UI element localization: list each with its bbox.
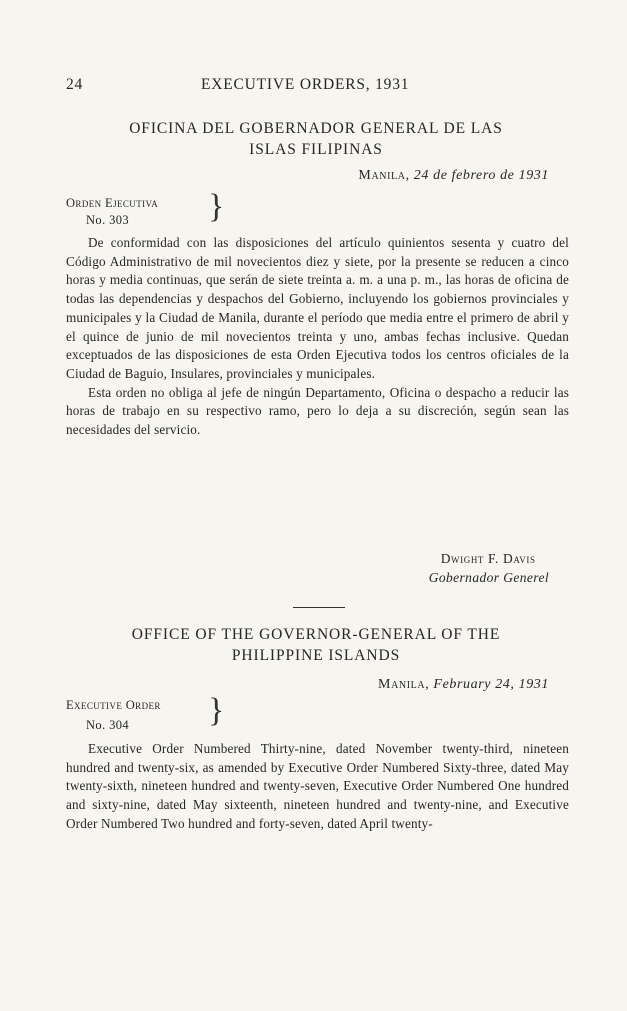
english-order-number: No. 304 — [86, 718, 130, 732]
english-office-line-2: PHILIPPINE ISLANDS — [231, 647, 401, 664]
english-order-label — [66, 697, 161, 734]
spanish-body — [66, 234, 569, 440]
english-office-heading — [66, 624, 566, 666]
english-body — [66, 740, 569, 834]
page-number: 24 — [66, 76, 84, 93]
spanish-order-title: Orden Ejecutiva — [66, 196, 159, 210]
english-place-date — [378, 677, 549, 693]
spanish-office-line-2: ISLAS FILIPINAS — [249, 141, 383, 158]
spanish-signature — [429, 549, 549, 587]
spanish-office-line-1: OFICINA DEL GOBERNADOR GENERAL DE LAS — [129, 120, 503, 137]
english-place: Manila, — [378, 677, 430, 692]
signatory-title: Gobernador Generel — [428, 570, 549, 585]
signatory-name: Dwight F. Davis — [440, 551, 536, 566]
english-office-line-1: OFFICE OF THE GOVERNOR-GENERAL OF THE — [131, 626, 501, 643]
section-divider — [293, 607, 345, 608]
english-order-title: Executive Order — [66, 698, 161, 712]
spanish-paragraph-2: Esta orden no obliga al jefe de ningún Departamento, Oficina o despacho a reducir las horas de trabajo en su respectivo ramo, pero lo deja a su discreción, según sean las necesidades del servicio. — [66, 384, 569, 438]
spanish-order-number: No. 303 — [86, 213, 130, 227]
spanish-order-label — [66, 195, 158, 229]
spanish-place: Manila, — [358, 168, 410, 183]
running-title: EXECUTIVE ORDERS, 1931 — [201, 76, 410, 93]
spanish-paragraph-1: De conformidad con las disposiciones del artículo quinientos sesenta y cuatro del Código Administrativo de mil novecientos diez y siete, por la presente se reducen a cinco horas y media continuas, que serán de siete treinta a. m. a una p. m., las horas de oficina de todas las dependencias y despachos del Gobierno, incluyendo los gobiernos provinciales y municipales y la Ciudad de Manila, durante el período que media entre el primero de abril y el quince de junio de mil novecientos treinta y uno, ambas fechas inclusive. Quedan exceptuados de las disposiciones de esta Orden Ejecutiva todos los centros oficiales de la Ciudad de Baguio, Insulares, provinciales y municipales. — [66, 235, 569, 381]
spanish-date: 24 de febrero de 1931 — [413, 168, 549, 183]
spanish-place-date — [358, 168, 549, 184]
english-paragraph-1: Executive Order Numbered Thirty-nine, dated November twenty-third, nineteen hundred and twenty-six, as amended by Executive Order Numbered Sixty-three, dated May twenty-sixth, nineteen hundred and twenty-seven, Executive Order Numbered One hundred and sixty-nine, dated May sixteenth, nineteen hundred and twenty-nine, and Executive Order Numbered Two hundred and forty-seven, dated April twenty- — [66, 741, 569, 831]
english-date: February 24, 1931 — [433, 677, 549, 692]
english-order-brace: } — [208, 692, 225, 729]
spanish-order-brace: } — [208, 188, 225, 225]
spanish-office-heading — [66, 118, 566, 160]
